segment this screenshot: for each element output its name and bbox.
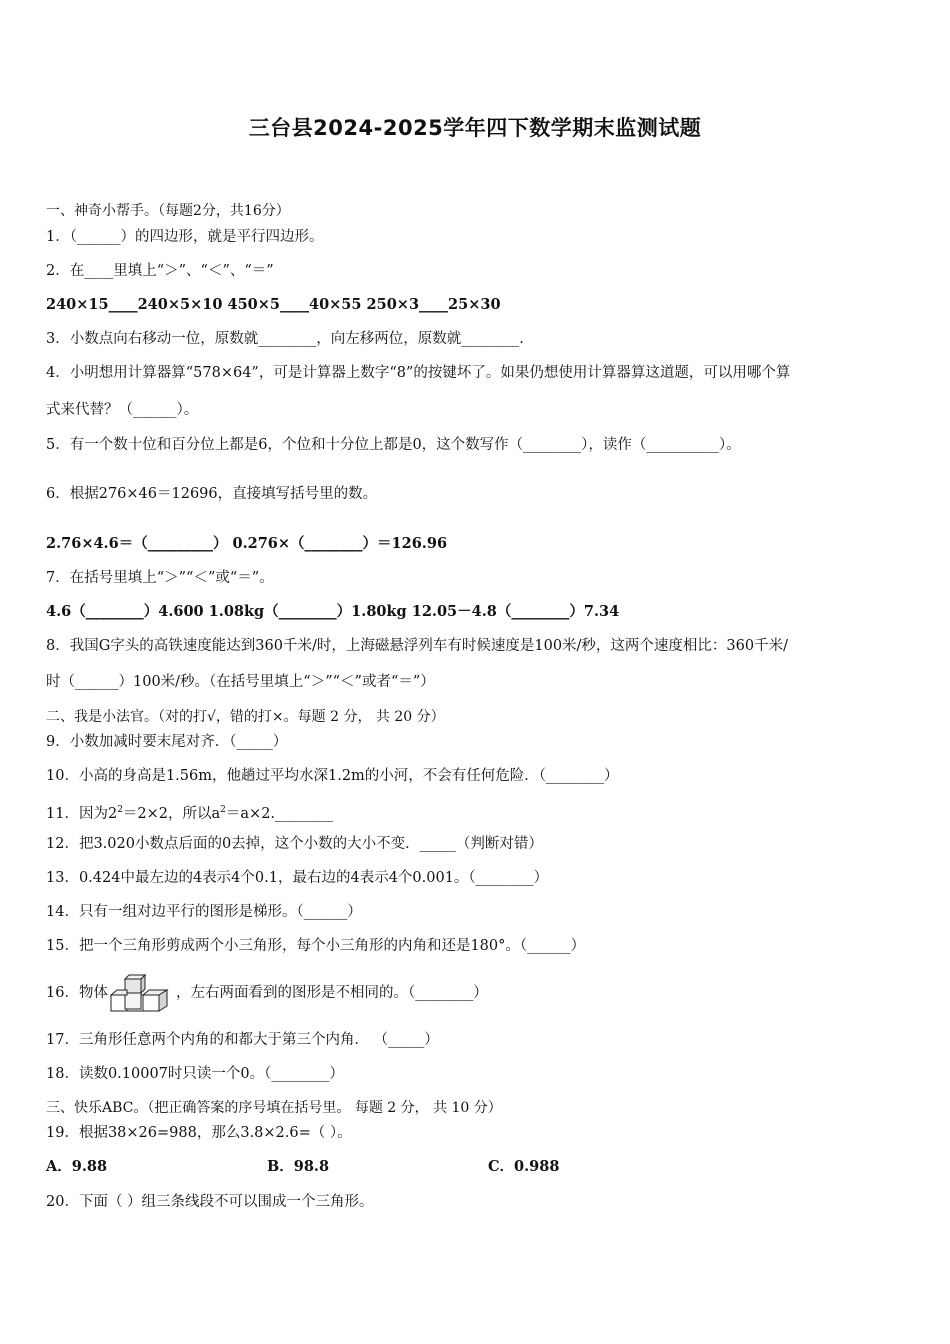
section-1-heading: 一、神奇小帮手。（每题2分，共16分）	[46, 203, 290, 219]
question-16	[46, 973, 488, 1013]
question-19-option-c: C．0.988	[488, 1158, 560, 1175]
question-11-part-1: 11．因为2	[46, 805, 118, 822]
question-19-option-b: B．98.8	[267, 1158, 330, 1175]
section-3-heading: 三、快乐ABC。（把正确答案的序号填在括号里。 每题 2 分， 共 10 分）	[46, 1100, 502, 1116]
question-13: 13．0.424中最左边的4表示4个0.1，最右边的4表示4个0.001。（________）	[46, 870, 549, 886]
question-7: 7．在括号里填上“＞”“＜”或“＝”。	[46, 570, 274, 586]
question-14: 14．只有一组对边平行的图形是梯形。（______）	[46, 904, 362, 920]
question-11-exponent-2: 2	[220, 805, 226, 815]
question-1: 1．（______）的四边形，就是平行四边形。	[46, 229, 324, 245]
question-19-option-a: A．9.88	[46, 1158, 108, 1175]
question-11-exponent-1: 2	[117, 805, 123, 815]
question-2-items: 240×15____240×5×10 450×5____40×55 250×3____25×30	[46, 296, 501, 313]
question-4-line-2: 式来代替？（______）。	[46, 402, 199, 418]
question-12: 12．把3.020小数点后面的0去掉，这个小数的大小不变．_____（判断对错）	[46, 836, 543, 852]
question-15: 15．把一个三角形剪成两个小三角形，每个小三角形的内角和还是180°。（______）	[46, 938, 586, 954]
question-2: 2．在____里填上“＞”、“＜”、“＝”	[46, 263, 274, 279]
question-8-line-2: 时（______）100米/秒。（在括号里填上“＞”“＜”或者“＝”）	[46, 674, 435, 690]
question-6: 6．根据276×46＝12696，直接填写括号里的数。	[46, 486, 378, 502]
question-11	[46, 800, 333, 824]
question-8-line-1: 8．我国G字头的高铁速度能达到360千米/时，上海磁悬浮列车有时候速度是100米/秒，这两个速度相比：360千米/	[46, 638, 788, 654]
question-11-part-3: ＝a×2.________	[225, 805, 334, 822]
question-6-items: 2.76×4.6＝（_________） 0.276×（________）＝126.96	[46, 535, 448, 552]
question-19: 19．根据38×26=988，那么3.8×2.6=（ ）。	[46, 1125, 352, 1141]
question-18: 18．读数0.10007时只读一个0。（________）	[46, 1066, 344, 1082]
question-5: 5．有一个数十位和百分位上都是6，个位和十分位上都是0，这个数写作（________），读作（__________）。	[46, 437, 741, 453]
page-title: 三台县2024-2025学年四下数学期末监测试题	[248, 116, 702, 140]
cube-stack-figure	[109, 973, 175, 1013]
question-10: 10．小高的身高是1.56m，他趟过平均水深1.2m的小河，不会有任何危险．（________）	[46, 768, 619, 784]
section-2-heading: 二、我是小法官。（对的打√，错的打×。每题 2 分， 共 20 分）	[46, 709, 445, 725]
question-17: 17．三角形任意两个内角的和都大于第三个内角． （_____）	[46, 1032, 439, 1048]
question-20: 20．下面（ ）组三条线段不可以围成一个三角形。	[46, 1194, 374, 1210]
question-3: 3．小数点向右移动一位，原数就________，向左移两位，原数就________.	[46, 331, 524, 347]
question-16-prefix: 16．物体	[46, 985, 108, 1001]
question-9: 9．小数加减时要末尾对齐．（_____）	[46, 734, 288, 750]
question-7-items: 4.6（________）4.600 1.08kg（________）1.80kg 12.05－4.8（________）7.34	[46, 603, 620, 620]
question-11-part-2: ＝2×2，所以a	[122, 805, 221, 822]
question-16-suffix: ，左右两面看到的图形是不相同的。（________）	[175, 985, 488, 1001]
question-4-line-1: 4．小明想用计算器算“578×64”，可是计算器上数字“8”的按键坏了。如果仍想使用计算器算这道题，可以用哪个算	[46, 365, 791, 381]
